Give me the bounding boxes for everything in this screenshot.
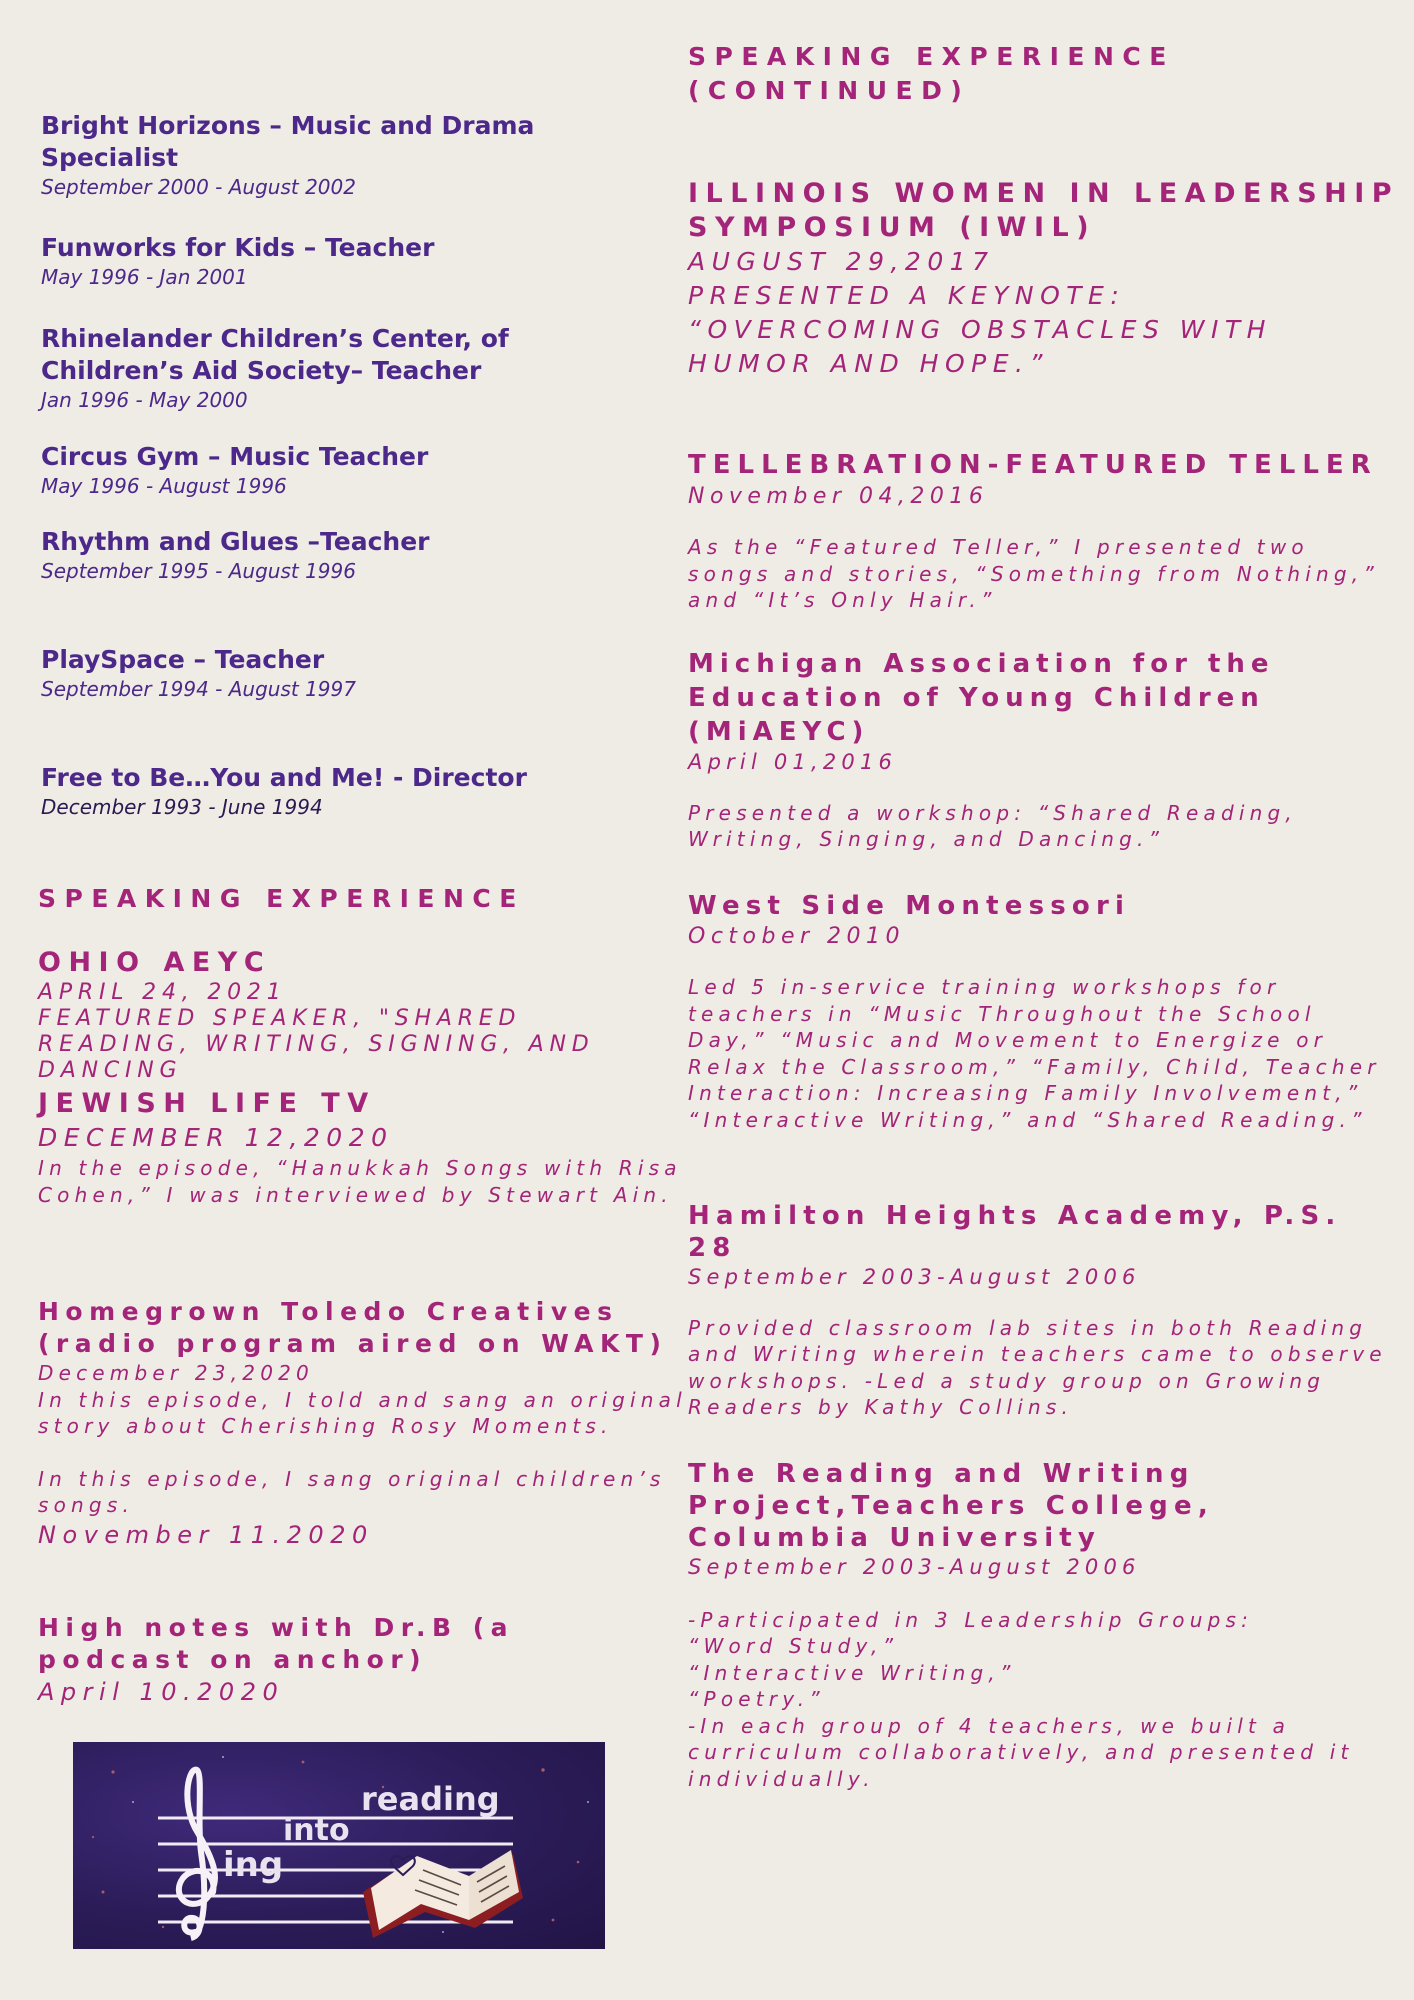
treble-clef-icon (179, 1770, 215, 1938)
speaking-entry-hamilton-heights (688, 1200, 1404, 1421)
entry-date: September 2003-August 2006 (688, 1555, 1141, 1579)
entry-title: Hamilton Heights Academy, P.S. 28 (688, 1201, 1342, 1263)
entry-description: Provided classroom lab sites in both Reading and Writing wherein teachers came to observe workshops. -Led a study group on Growing Readers by Kathy Collins. (688, 1315, 1387, 1419)
entry-date: October 2010 (688, 924, 906, 949)
entry-title: ILLINOIS WOMEN IN LEADERSHIP SYMPOSIUM (IWIL) (688, 178, 1400, 243)
entry-line: -Participated in 3 Leadership Groups: (688, 1607, 1254, 1632)
entry-title: Michigan Association for the Education of Young Children (MiAEYC) (688, 649, 1275, 747)
speaking-entry-reading-writing-project (688, 1458, 1404, 1792)
open-book-icon (363, 1850, 523, 1938)
speaking-entry-jewish-life-tv (38, 1087, 688, 1208)
job-dates: September 1994 - August 1997 (41, 677, 356, 701)
job-title: Bright Horizons – Music and Drama Specialist (41, 111, 535, 172)
entry-description: In this episode, I told and sang an original story about Cherishing Rosy Moments. (38, 1387, 687, 1438)
entry-date: November 11.2020 (38, 1520, 374, 1549)
entry-description: In this episode, I sang original children’s songs. (38, 1466, 666, 1517)
entry-line: “Interactive Writing,” (688, 1660, 1016, 1685)
entry-date: APRIL 24, 2021 (38, 980, 287, 1005)
entry-title: OHIO AEYC (38, 947, 272, 978)
job-entry (41, 110, 541, 200)
speaking-entry-iwil (688, 177, 1400, 381)
section-heading-speaking: SPEAKING EXPERIENCE (38, 884, 525, 913)
entry-title: TELLEBRATION-FEATURED TELLER (688, 450, 1378, 480)
job-dates: September 2000 - August 2002 (41, 175, 356, 199)
logo-word-into: into (283, 1813, 350, 1848)
entry-description: As the “Featured Teller,” I presented two songs and stories, “Something from Nothing,” and “It’s Only Hair.” (688, 535, 1379, 612)
entry-line: “Poetry.” (688, 1687, 825, 1711)
entry-title: JEWISH LIFE TV (38, 1088, 376, 1119)
section-heading-speaking-continued: SPEAKING EXPERIENCE (CONTINUED) (688, 42, 1175, 105)
entry-description: In the episode, “Hanukkah Songs with Risa Cohen,” I was interviewed by Stewart Ain. (38, 1156, 682, 1207)
speaking-entry-homegrown (38, 1296, 700, 1551)
entry-line: -In each group of 4 teachers, we built a curriculum collaboratively, and presented it individually. (688, 1713, 1354, 1791)
job-title: Funworks for Kids – Teacher (41, 233, 435, 262)
entry-title: The Reading and Writing Project,Teachers College, Columbia University (688, 1459, 1214, 1553)
job-entry (41, 644, 541, 702)
entry-description: Presented a workshop: “Shared Reading, Writing, Singing, and Dancing.” (688, 800, 1297, 851)
entry-date: November 04,2016 (688, 484, 989, 509)
entry-date: September 2003-August 2006 (688, 1265, 1141, 1289)
entry-description: FEATURED SPEAKER, "SHARED READING, WRITING, SIGNING, AND DANCING (38, 1006, 595, 1083)
entry-date: April 10.2020 (38, 1678, 285, 1706)
job-dates: May 1996 - Jan 2001 (41, 265, 248, 289)
entry-date: December 23,2020 (38, 1361, 314, 1385)
job-dates: Jan 1996 - May 2000 (41, 388, 248, 412)
job-title: Rhinelander Children’s Center, of Children’s Aid Society– Teacher (41, 324, 509, 385)
entry-date: April 01,2016 (688, 750, 898, 774)
speaking-entry-west-side-montessori (688, 890, 1404, 1133)
job-title: PlaySpace – Teacher (41, 645, 325, 674)
entry-description (688, 1607, 1404, 1793)
logo-word-reading: reading (361, 1780, 500, 1818)
logo-word-sing: ing (223, 1845, 284, 1885)
entry-line: “Word Study,” (688, 1634, 899, 1658)
entry-title: West Side Montessori (688, 891, 1131, 921)
job-entry (41, 232, 541, 290)
job-dates: September 1995 - August 1996 (41, 559, 356, 583)
job-entry (41, 441, 541, 499)
speaking-entry-ohio (38, 946, 688, 1084)
job-title: Circus Gym – Music Teacher (41, 442, 429, 471)
entry-date: DECEMBER 12,2020 (38, 1123, 394, 1152)
job-entry (41, 526, 541, 584)
job-entry (41, 762, 561, 820)
entry-title: High notes with Dr.B (a podcast on anchor) (38, 1613, 515, 1674)
job-title: Free to Be…You and Me! - Director (41, 763, 527, 792)
entry-title: Homegrown Toledo Creatives (radio program aired on WAKT) (38, 1297, 668, 1358)
entry-date: AUGUST 29,2017 (688, 247, 995, 276)
job-dates: May 1996 - August 1996 (41, 474, 287, 498)
job-entry (41, 323, 541, 413)
speaking-entry-tellebration (688, 448, 1404, 614)
speaking-entry-high-notes (38, 1612, 598, 1708)
job-dates: December 1993 - June 1994 (41, 795, 323, 819)
entry-description: PRESENTED A KEYNOTE: “OVERCOMING OBSTACLES WITH HUMOR AND HOPE.” (688, 281, 1272, 378)
sing-into-reading-logo (73, 1742, 605, 1949)
job-title: Rhythm and Glues –Teacher (41, 527, 430, 556)
entry-description: Led 5 in-service training workshops for teachers in “Music Throughout the School Day,” “Music and Movement to Energize or Relax the Classroom,” “Family, Child, Teacher Interaction: Increasing Family Involvement,” “Interactive Writing,” and “Shared Reading.” (688, 975, 1381, 1132)
speaking-entry-miaeyc (688, 647, 1404, 853)
